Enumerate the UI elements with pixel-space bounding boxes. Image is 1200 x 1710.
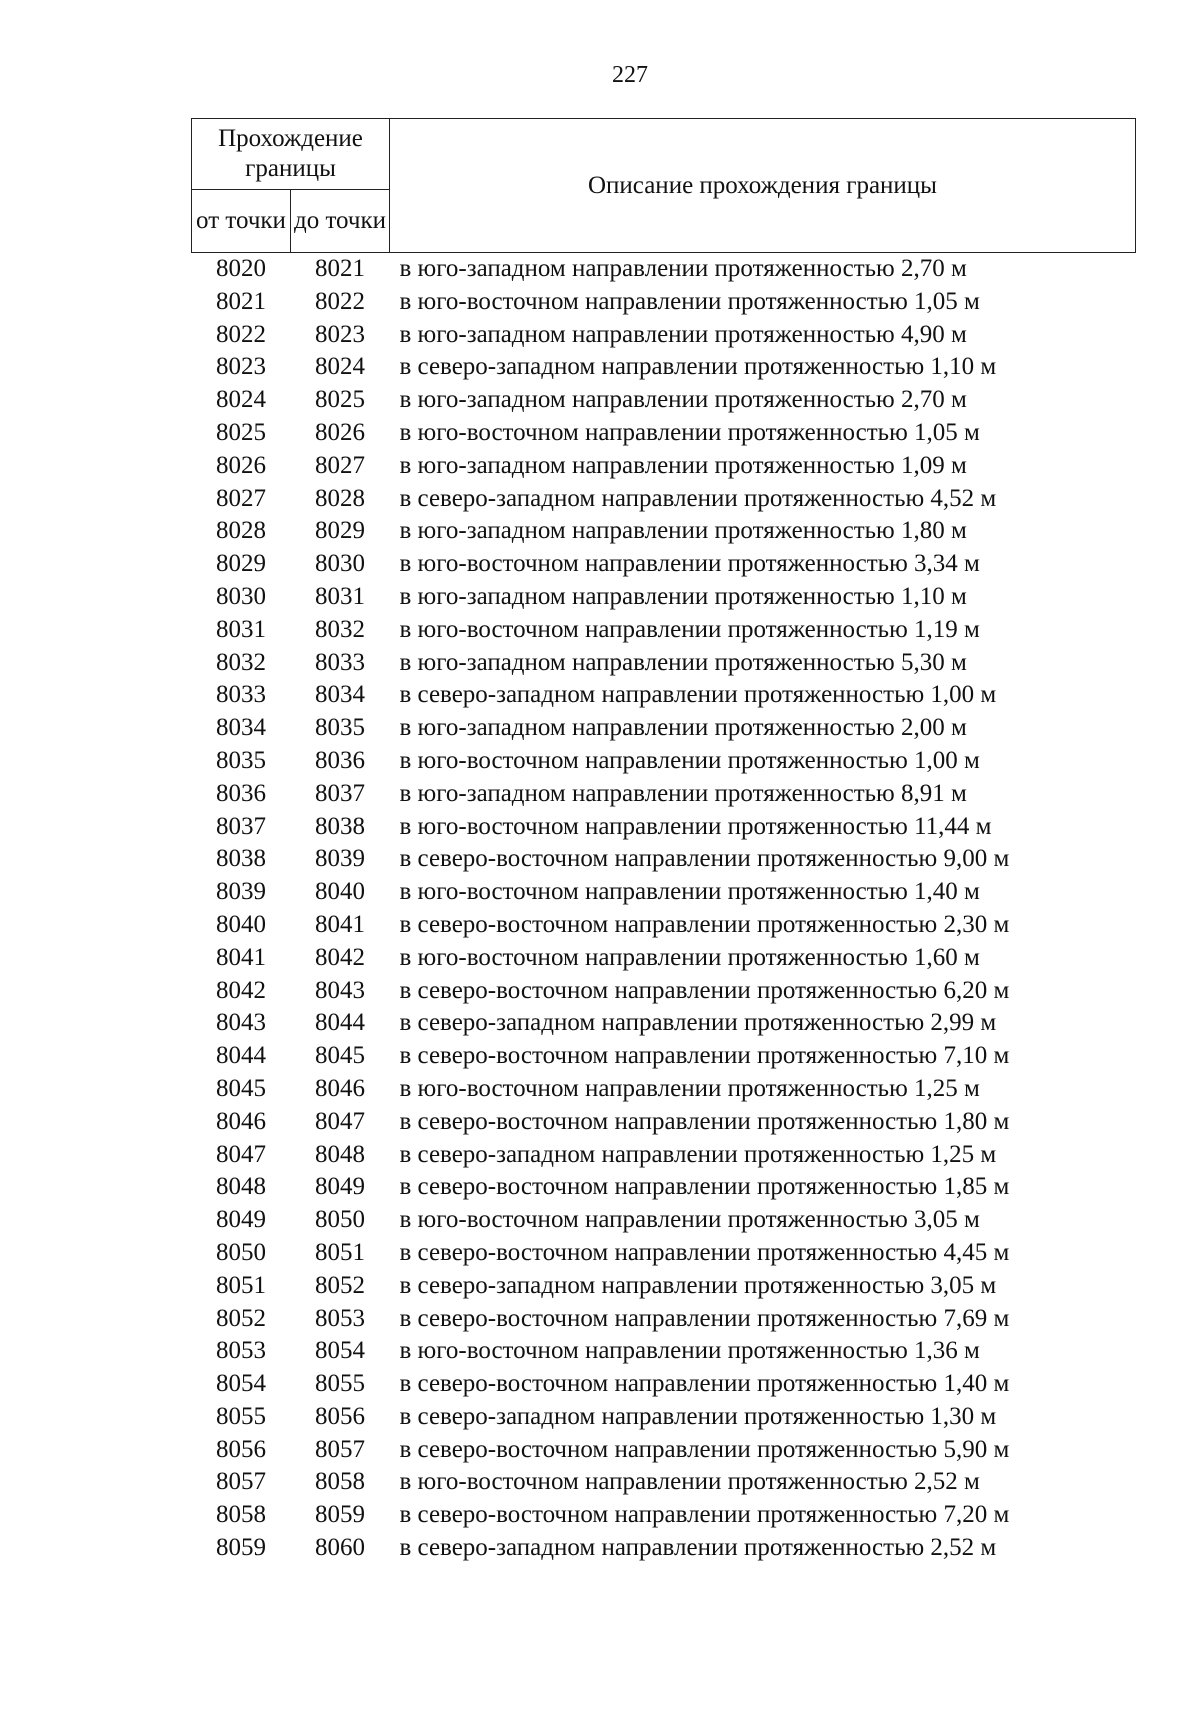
cell-from-point: 8050 — [216, 1238, 266, 1266]
cell-from-point: 8038 — [216, 845, 266, 873]
cell-description: в юго-западном направлении протяженностью 4,90 м — [399, 320, 967, 348]
cell-from-point: 8035 — [216, 746, 266, 774]
cell-description: в юго-западном направлении протяженностью 1,80 м — [399, 517, 967, 545]
cell-description: в северо-западном направлении протяженностью 4,52 м — [399, 484, 997, 512]
cell-description: в юго-западном направлении протяженностью 2,00 м — [399, 714, 967, 742]
cell-description: в северо-западном направлении протяженностью 2,99 м — [399, 1009, 997, 1037]
table-row — [192, 450, 1136, 483]
cell-to-point: 8028 — [315, 484, 365, 512]
cell-to-point: 8056 — [315, 1402, 365, 1430]
header-to-point: до точки — [291, 190, 390, 253]
table-row — [192, 286, 1136, 319]
cell-description: в юго-восточном направлении протяженностью 2,52 м — [399, 1468, 980, 1496]
cell-from-point: 8049 — [216, 1206, 266, 1234]
cell-description: в юго-западном направлении протяженностью 1,09 м — [399, 451, 967, 479]
cell-description: в юго-восточном направлении протяженностью 1,05 м — [399, 287, 980, 315]
table-row — [192, 942, 1136, 975]
cell-to-point: 8026 — [315, 418, 365, 446]
cell-from-point: 8025 — [216, 418, 266, 446]
header-boundary-passage: Прохождение границы — [192, 119, 390, 190]
cell-description: в юго-западном направлении протяженностью 2,70 м — [399, 255, 967, 282]
table-row — [192, 1466, 1136, 1499]
cell-to-point: 8050 — [315, 1206, 365, 1234]
cell-from-point: 8030 — [216, 582, 266, 610]
cell-description: в юго-восточном направлении протяженностью 1,19 м — [399, 615, 980, 643]
cell-description: в юго-восточном направлении протяженностью 1,05 м — [399, 418, 980, 446]
cell-description: в юго-восточном направлении протяженностью 1,40 м — [399, 878, 980, 906]
cell-from-point: 8051 — [216, 1271, 266, 1299]
boundary-table — [191, 118, 1136, 1565]
table-row — [192, 1139, 1136, 1172]
table-row — [192, 1073, 1136, 1106]
table-row — [192, 581, 1136, 614]
cell-from-point: 8027 — [216, 484, 266, 512]
table-body — [192, 253, 1136, 1565]
table-row — [192, 1434, 1136, 1467]
cell-to-point: 8025 — [315, 386, 365, 414]
cell-from-point: 8031 — [216, 615, 266, 643]
cell-description: в северо-западном направлении протяженностью 3,05 м — [399, 1271, 997, 1299]
cell-from-point: 8032 — [216, 648, 266, 676]
cell-to-point: 8047 — [315, 1107, 365, 1135]
cell-from-point: 8024 — [216, 386, 266, 414]
table-row — [192, 1237, 1136, 1270]
cell-description: в северо-восточном направлении протяженностью 5,90 м — [399, 1435, 1010, 1463]
cell-from-point: 8057 — [216, 1468, 266, 1496]
table-row — [192, 1303, 1136, 1336]
cell-description: в юго-восточном направлении протяженностью 1,25 м — [399, 1074, 980, 1102]
cell-from-point: 8059 — [216, 1534, 266, 1562]
cell-to-point: 8041 — [315, 910, 365, 938]
table-row — [192, 745, 1136, 778]
cell-description: в северо-восточном направлении протяженностью 7,69 м — [399, 1304, 1010, 1332]
cell-from-point: 8021 — [216, 287, 266, 315]
table-row — [192, 1270, 1136, 1303]
cell-to-point: 8032 — [315, 615, 365, 643]
cell-to-point: 8044 — [315, 1009, 365, 1037]
cell-from-point: 8043 — [216, 1009, 266, 1037]
cell-from-point: 8034 — [216, 714, 266, 742]
table-row — [192, 1171, 1136, 1204]
table-row — [192, 778, 1136, 811]
cell-from-point: 8053 — [216, 1337, 266, 1365]
cell-to-point: 8035 — [315, 714, 365, 742]
cell-to-point: 8060 — [315, 1534, 365, 1562]
cell-from-point: 8046 — [216, 1107, 266, 1135]
cell-to-point: 8034 — [315, 681, 365, 709]
table-row — [192, 811, 1136, 844]
table-row — [192, 679, 1136, 712]
header-description: Описание прохождения границы — [390, 119, 1136, 253]
cell-description: в северо-восточном направлении протяженностью 9,00 м — [399, 845, 1010, 873]
cell-description: в северо-западном направлении протяженностью 1,10 м — [399, 353, 997, 381]
cell-from-point: 8036 — [216, 779, 266, 807]
cell-to-point: 8048 — [315, 1140, 365, 1168]
cell-to-point: 8027 — [315, 451, 365, 479]
cell-from-point: 8039 — [216, 878, 266, 906]
table-row — [192, 483, 1136, 516]
table-row — [192, 417, 1136, 450]
page-number: 227 — [612, 62, 648, 88]
table-row — [192, 712, 1136, 745]
cell-from-point: 8052 — [216, 1304, 266, 1332]
cell-from-point: 8054 — [216, 1370, 266, 1398]
cell-to-point: 8042 — [315, 943, 365, 971]
cell-description: в юго-западном направлении протяженностью 2,70 м — [399, 386, 967, 414]
cell-to-point: 8053 — [315, 1304, 365, 1332]
cell-description: в юго-западном направлении протяженностью 8,91 м — [399, 779, 967, 807]
cell-description: в северо-западном направлении протяженностью 1,00 м — [399, 681, 997, 709]
cell-from-point: 8056 — [216, 1435, 266, 1463]
cell-description: в северо-восточном направлении протяженностью 1,80 м — [399, 1107, 1010, 1135]
table-row — [192, 1106, 1136, 1139]
cell-to-point: 8024 — [315, 353, 365, 381]
cell-to-point: 8023 — [315, 320, 365, 348]
cell-from-point: 8026 — [216, 451, 266, 479]
cell-description: в северо-западном направлении протяженностью 1,25 м — [399, 1140, 997, 1168]
cell-from-point: 8037 — [216, 812, 266, 840]
cell-from-point: 8041 — [216, 943, 266, 971]
cell-to-point: 8043 — [315, 976, 365, 1004]
cell-description: в северо-западном направлении протяженностью 2,52 м — [399, 1534, 997, 1562]
cell-to-point: 8040 — [315, 878, 365, 906]
cell-to-point: 8051 — [315, 1238, 365, 1266]
cell-description: в северо-восточном направлении протяженностью 1,85 м — [399, 1173, 1010, 1201]
cell-to-point: 8052 — [315, 1271, 365, 1299]
table-row — [192, 876, 1136, 909]
cell-from-point: 8020 — [216, 255, 266, 282]
table-row — [192, 384, 1136, 417]
table-row — [192, 351, 1136, 384]
table-row — [192, 1040, 1136, 1073]
cell-to-point: 8055 — [315, 1370, 365, 1398]
cell-description: в юго-западном направлении протяженностью 1,10 м — [399, 582, 967, 610]
cell-description: в юго-восточном направлении протяженностью 1,00 м — [399, 746, 980, 774]
cell-description: в юго-восточном направлении протяженностью 1,60 м — [399, 943, 980, 971]
table-row — [192, 614, 1136, 647]
table-row — [192, 1007, 1136, 1040]
cell-to-point: 8022 — [315, 287, 365, 315]
table-row — [192, 1368, 1136, 1401]
cell-description: в юго-восточном направлении протяженностью 11,44 м — [399, 812, 992, 840]
cell-from-point: 8058 — [216, 1501, 266, 1529]
table-row — [192, 1532, 1136, 1565]
table-row — [192, 909, 1136, 942]
cell-description: в северо-восточном направлении протяженностью 7,10 м — [399, 1042, 1010, 1070]
cell-from-point: 8047 — [216, 1140, 266, 1168]
table-row — [192, 319, 1136, 352]
table-row — [192, 1499, 1136, 1532]
cell-from-point: 8029 — [216, 550, 266, 578]
cell-to-point: 8021 — [315, 255, 365, 282]
table-row — [192, 975, 1136, 1008]
table-row — [192, 515, 1136, 548]
cell-description: в северо-восточном направлении протяженностью 2,30 м — [399, 910, 1010, 938]
table-row — [192, 1335, 1136, 1368]
table-row — [192, 843, 1136, 876]
header-from-point: от точки — [192, 190, 291, 253]
cell-description: в юго-восточном направлении протяженностью 3,05 м — [399, 1206, 980, 1234]
cell-from-point: 8048 — [216, 1173, 266, 1201]
cell-to-point: 8049 — [315, 1173, 365, 1201]
cell-from-point: 8023 — [216, 353, 266, 381]
table-row — [192, 253, 1136, 286]
table-row — [192, 1401, 1136, 1434]
cell-from-point: 8042 — [216, 976, 266, 1004]
cell-to-point: 8029 — [315, 517, 365, 545]
cell-description: в северо-восточном направлении протяженностью 1,40 м — [399, 1370, 1010, 1398]
cell-from-point: 8033 — [216, 681, 266, 709]
table-row — [192, 548, 1136, 581]
cell-from-point: 8044 — [216, 1042, 266, 1070]
cell-to-point: 8036 — [315, 746, 365, 774]
cell-to-point: 8038 — [315, 812, 365, 840]
cell-to-point: 8033 — [315, 648, 365, 676]
cell-to-point: 8046 — [315, 1074, 365, 1102]
cell-description: в северо-восточном направлении протяженностью 4,45 м — [399, 1238, 1010, 1266]
cell-to-point: 8054 — [315, 1337, 365, 1365]
cell-to-point: 8039 — [315, 845, 365, 873]
cell-to-point: 8037 — [315, 779, 365, 807]
cell-from-point: 8028 — [216, 517, 266, 545]
table-row — [192, 1204, 1136, 1237]
cell-description: в юго-восточном направлении протяженностью 1,36 м — [399, 1337, 980, 1365]
cell-description: в юго-восточном направлении протяженностью 3,34 м — [399, 550, 980, 578]
cell-from-point: 8022 — [216, 320, 266, 348]
cell-description: в юго-западном направлении протяженностью 5,30 м — [399, 648, 967, 676]
cell-to-point: 8058 — [315, 1468, 365, 1496]
table-row — [192, 647, 1136, 680]
cell-to-point: 8031 — [315, 582, 365, 610]
cell-from-point: 8045 — [216, 1074, 266, 1102]
cell-to-point: 8057 — [315, 1435, 365, 1463]
cell-from-point: 8040 — [216, 910, 266, 938]
cell-description: в северо-восточном направлении протяженностью 7,20 м — [399, 1501, 1010, 1529]
table-header — [192, 119, 1136, 253]
cell-to-point: 8059 — [315, 1501, 365, 1529]
cell-to-point: 8030 — [315, 550, 365, 578]
cell-from-point: 8055 — [216, 1402, 266, 1430]
cell-to-point: 8045 — [315, 1042, 365, 1070]
cell-description: в северо-западном направлении протяженностью 1,30 м — [399, 1402, 997, 1430]
cell-description: в северо-восточном направлении протяженностью 6,20 м — [399, 976, 1010, 1004]
